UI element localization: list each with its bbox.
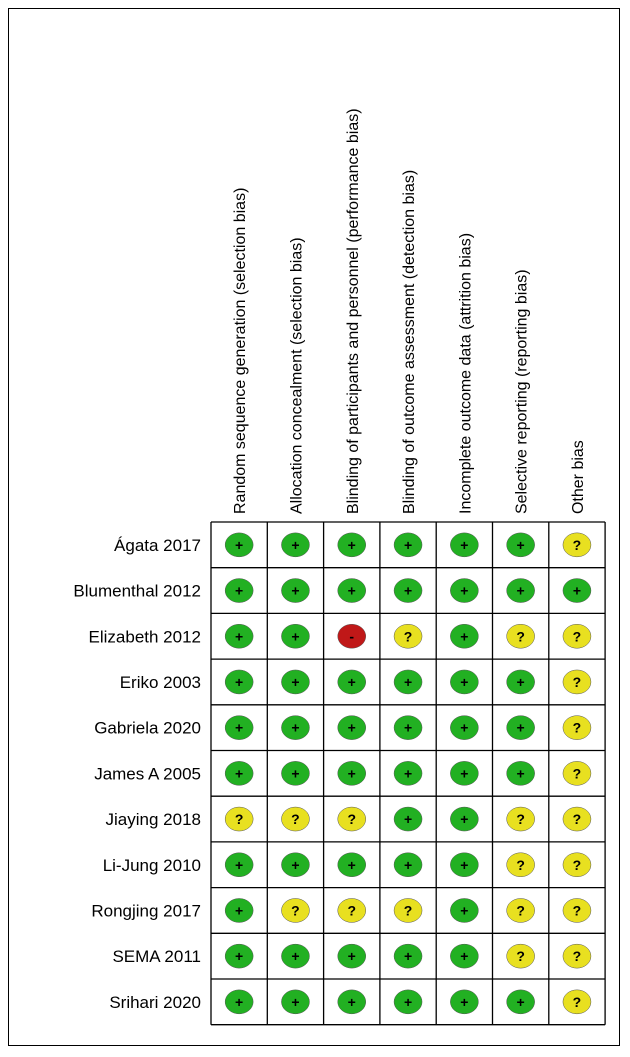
rating-symbol: + (347, 582, 356, 599)
rating-symbol: ? (291, 811, 300, 828)
rating-symbol: + (403, 582, 413, 599)
rating-symbol: + (403, 536, 413, 553)
rating-symbol: ? (291, 902, 300, 919)
column-header: Blinding of outcome assessment (detection bias) (401, 169, 419, 514)
rating-symbol: + (235, 993, 244, 1010)
rating-symbol: + (347, 765, 356, 782)
rating-symbol: ? (572, 856, 582, 873)
study-label: Rongjing 2017 (91, 901, 201, 921)
rating-symbol: + (403, 856, 413, 873)
rating-symbol: ? (572, 948, 582, 965)
rating-symbol: ? (572, 719, 582, 736)
rating-symbol: + (347, 856, 356, 873)
rating-symbol: + (516, 719, 525, 736)
column-header: Blinding of participants and personnel (performance bias) (344, 108, 362, 514)
rating-symbol: - (349, 628, 355, 645)
rating-symbol: + (347, 719, 356, 736)
rating-symbol: + (460, 582, 469, 599)
study-label: Srihari 2020 (109, 992, 201, 1012)
rating-symbol: ? (516, 856, 525, 873)
study-label: Eriko 2003 (119, 672, 201, 692)
rating-symbol: + (235, 582, 244, 599)
rating-symbol: ? (347, 811, 357, 828)
rating-symbol: + (460, 719, 469, 736)
rating-symbol: + (403, 948, 413, 965)
rating-symbol: + (460, 765, 469, 782)
rating-symbol: + (291, 948, 300, 965)
rating-symbol: + (291, 628, 300, 645)
rating-symbol: ? (572, 902, 582, 919)
rating-symbol: + (235, 856, 244, 873)
rating-symbol: ? (572, 628, 582, 645)
rating-symbol: + (235, 673, 244, 690)
rating-symbol: + (516, 536, 525, 553)
rating-symbol: ? (572, 673, 582, 690)
study-label: Gabriela 2020 (94, 718, 201, 738)
rating-symbol: + (460, 673, 469, 690)
rating-symbol: + (347, 536, 356, 553)
rating-symbol: + (291, 765, 300, 782)
rating-symbol: + (403, 673, 413, 690)
rating-symbol: ? (403, 628, 413, 645)
rating-symbol: + (516, 993, 525, 1010)
rating-symbol: ? (516, 902, 525, 919)
rating-symbol: + (403, 719, 413, 736)
rating-symbol: + (403, 811, 413, 828)
rating-symbol: + (235, 628, 244, 645)
rating-symbol: + (460, 536, 469, 553)
rating-symbol: + (235, 902, 244, 919)
rating-symbol: + (291, 673, 300, 690)
column-header: Random sequence generation (selection bias) (232, 187, 250, 514)
rating-symbol: ? (403, 902, 413, 919)
rating-symbol: + (347, 993, 356, 1010)
risk-of-bias-chart (9, 9, 621, 1047)
column-header: Allocation concealment (selection bias) (288, 237, 306, 514)
rating-symbol: + (347, 673, 356, 690)
rating-symbol: + (291, 993, 300, 1010)
rating-symbol: + (460, 993, 469, 1010)
rating-symbol: ? (347, 902, 357, 919)
rating-symbol: ? (234, 811, 244, 828)
rating-symbol: ? (572, 993, 582, 1010)
rating-symbol: + (235, 765, 244, 782)
rating-symbol: + (291, 536, 300, 553)
rating-symbol: + (460, 811, 469, 828)
study-label: Elizabeth 2012 (88, 627, 201, 647)
rating-symbol: ? (572, 811, 582, 828)
study-label: James A 2005 (94, 764, 201, 784)
study-label: Li-Jung 2010 (102, 855, 201, 875)
rating-symbol: ? (516, 628, 525, 645)
rating-symbol: + (235, 719, 244, 736)
rating-symbol: ? (516, 811, 525, 828)
rating-symbol: ? (516, 948, 525, 965)
rating-symbol: + (460, 628, 469, 645)
rating-symbol: + (460, 948, 469, 965)
rating-symbol: + (460, 902, 469, 919)
rating-symbol: + (235, 948, 244, 965)
rating-symbol: + (403, 765, 413, 782)
study-label: SEMA 2011 (112, 947, 201, 967)
rating-symbol: ? (572, 765, 582, 782)
column-header: Other bias (569, 440, 587, 514)
rating-symbol: + (572, 582, 582, 599)
rating-symbol: + (291, 719, 300, 736)
rating-symbol: + (291, 582, 300, 599)
rating-symbol: + (347, 948, 356, 965)
risk-of-bias-summary-frame (8, 8, 620, 1046)
rating-symbol: + (235, 536, 244, 553)
rating-symbol: + (291, 856, 300, 873)
column-header: Incomplete outcome data (attrition bias) (457, 232, 475, 514)
column-header: Selective reporting (reporting bias) (513, 269, 531, 514)
rating-symbol: + (460, 856, 469, 873)
study-label: Blumenthal 2012 (73, 581, 201, 601)
study-label: Ágata 2017 (114, 535, 201, 555)
rating-symbol: + (516, 765, 525, 782)
study-label: Jiaying 2018 (105, 810, 201, 830)
rating-symbol: ? (572, 536, 582, 553)
rating-symbol: + (516, 582, 525, 599)
rating-symbol: + (516, 673, 525, 690)
rating-symbol: + (403, 993, 413, 1010)
